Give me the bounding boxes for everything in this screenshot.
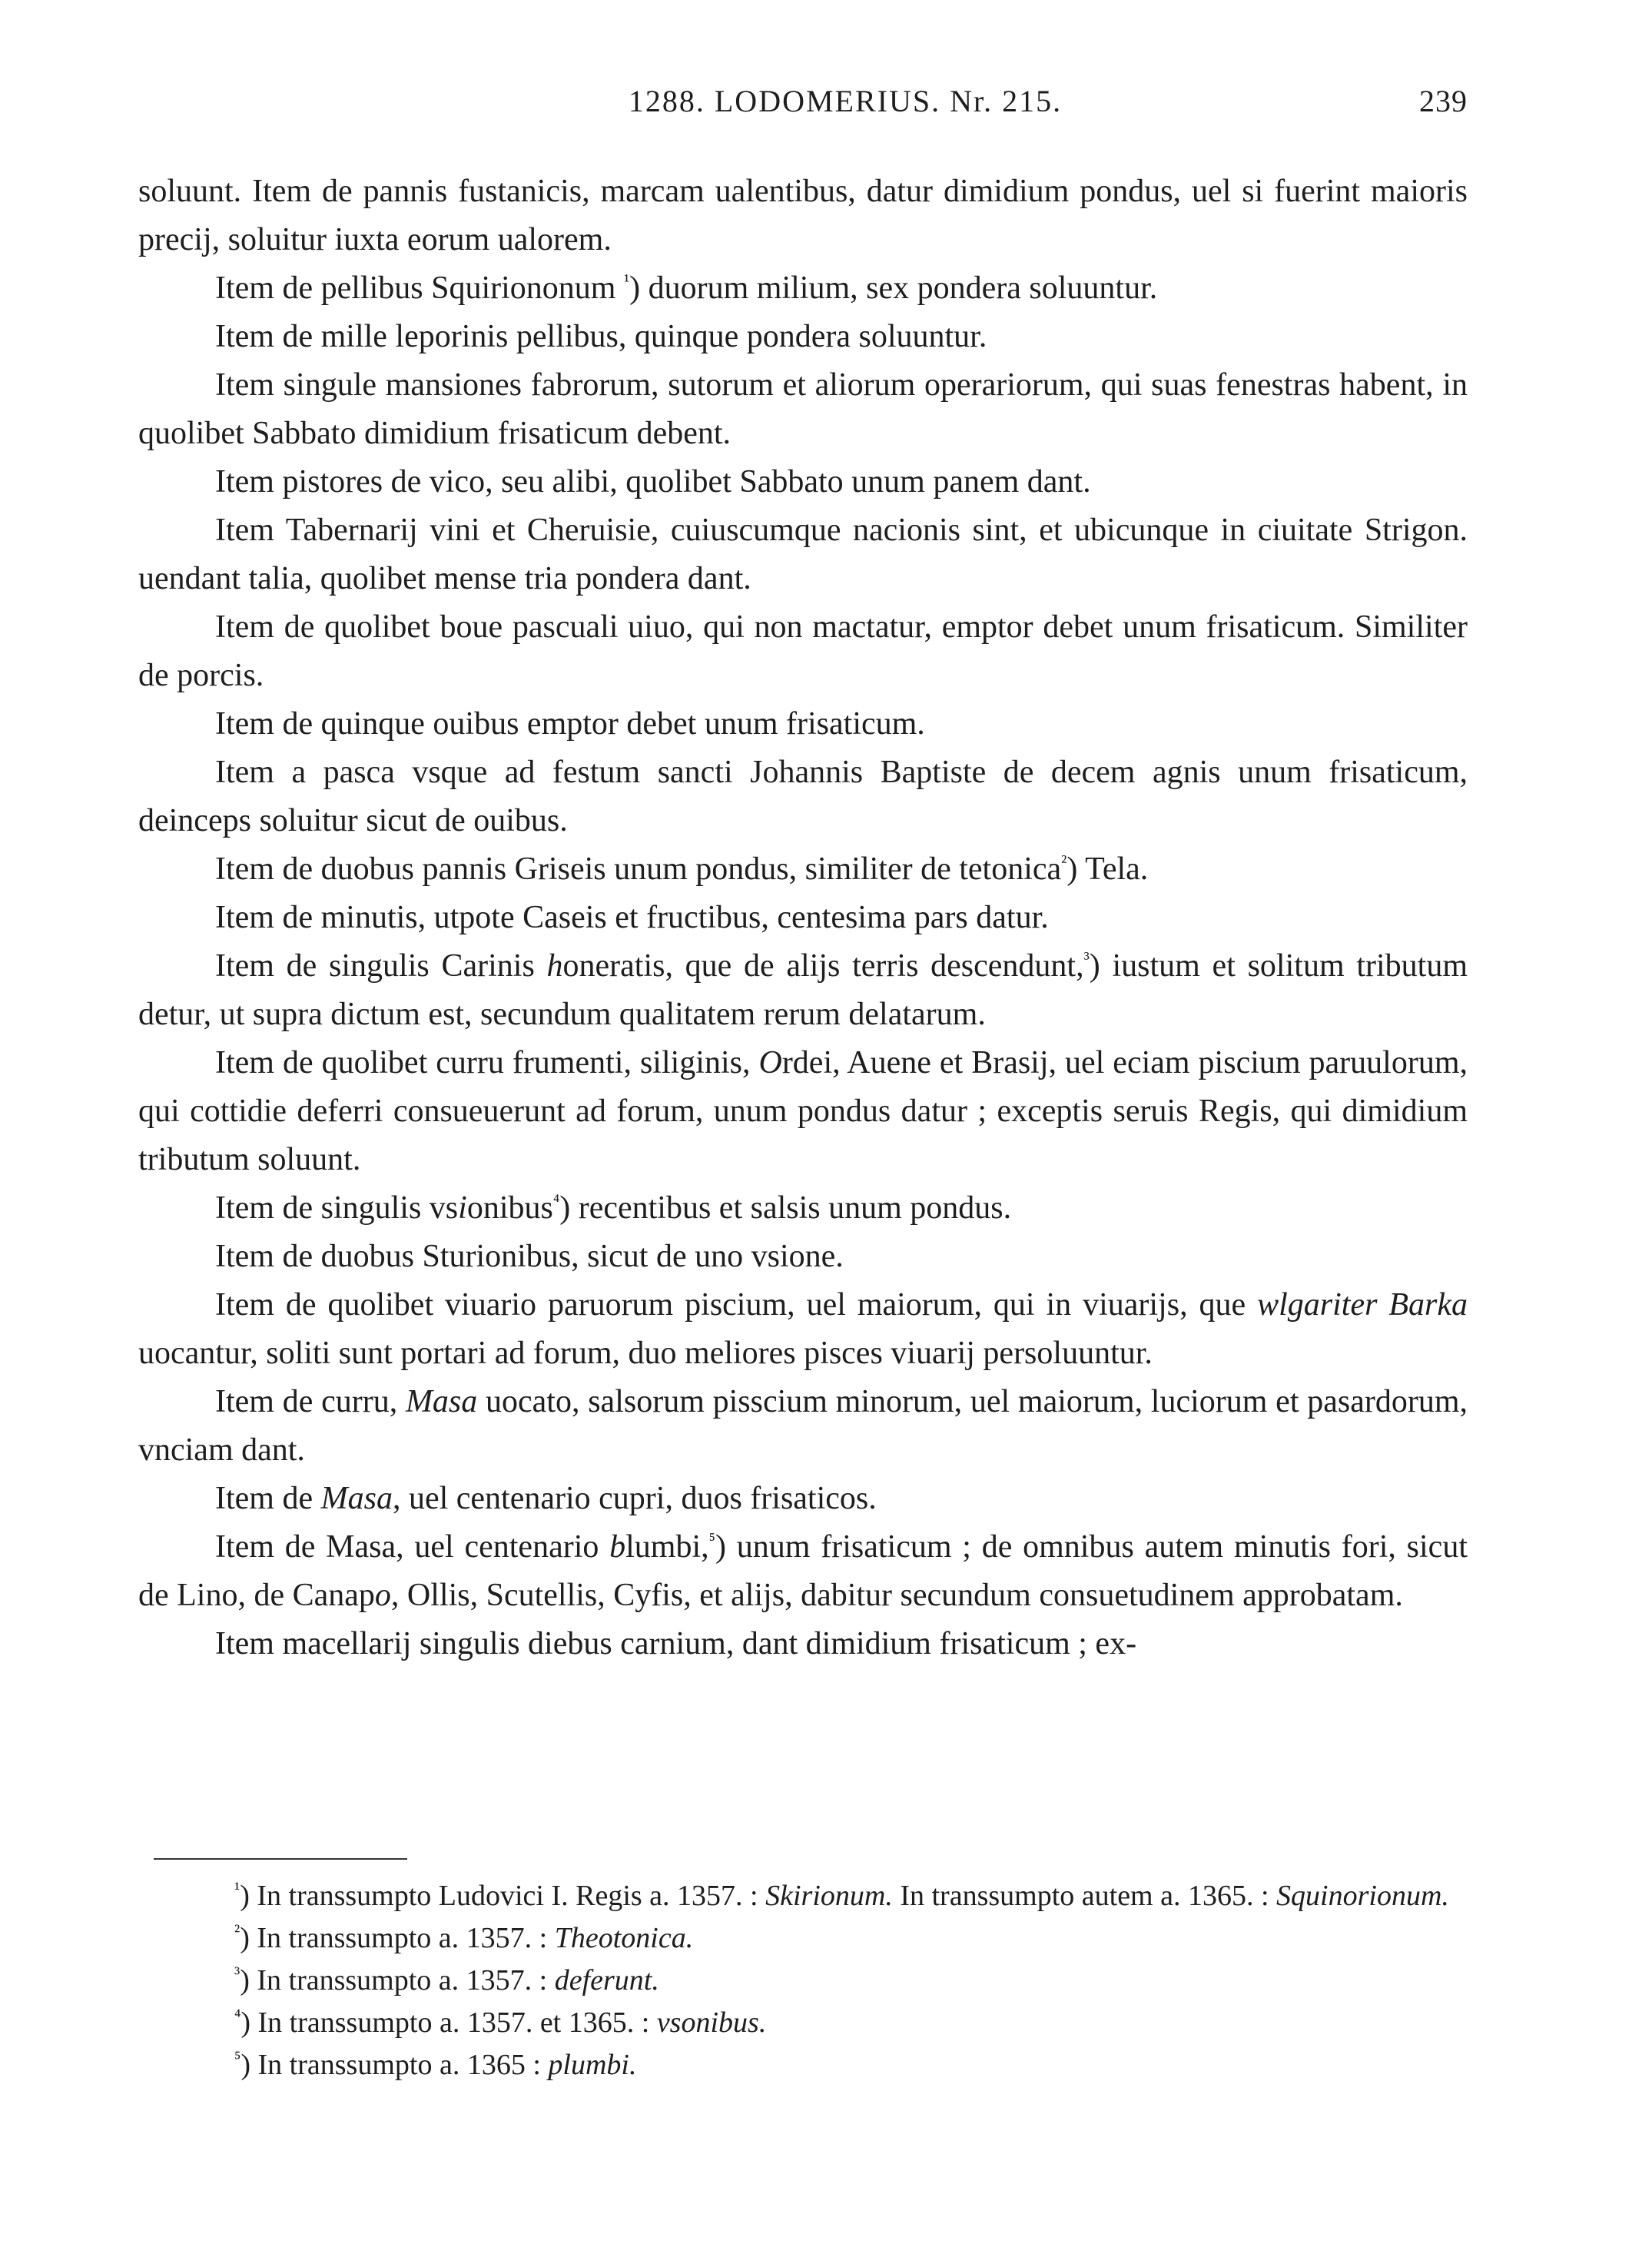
italic-text: h — [546, 948, 563, 984]
paragraph — [138, 942, 1468, 1039]
italic-text: Masa — [320, 1481, 393, 1516]
footnote-marker: ¹ — [623, 271, 630, 291]
footnote-marker: ⁴ — [552, 1191, 560, 1211]
italic-text: o — [374, 1578, 391, 1613]
footnote — [158, 2002, 1464, 2044]
footnote-marker: ⁵ — [708, 1530, 716, 1550]
paragraph — [138, 506, 1468, 603]
footnote-marker: ¹ — [234, 1879, 241, 1900]
paragraph — [138, 894, 1468, 942]
paragraph — [138, 458, 1468, 506]
italic-text: Masa — [405, 1384, 478, 1419]
text-run: Item de singulis vs — [215, 1190, 459, 1226]
text-run: ) iustum et solitum tributum detur, ut supra dictum est, secundum qualitatem rerum delatarum. — [138, 948, 1468, 1032]
text-run: Item macellarij singulis diebus carnium, dant dimidium frisaticum ; ex- — [215, 1626, 1137, 1661]
text-run: Item de singulis Carinis — [215, 948, 547, 984]
text-run: Item de pellibus Squiriononum — [215, 271, 624, 306]
footnote — [158, 2044, 1464, 2086]
page-number: 239 — [1419, 84, 1468, 118]
text-run: Item de mille leporinis pellibus, quinque pondera soluuntur. — [215, 319, 987, 354]
paragraph — [138, 1039, 1468, 1184]
paragraph — [138, 1523, 1468, 1620]
paragraph — [138, 313, 1468, 361]
paragraph — [138, 603, 1468, 700]
italic-text: plumbi. — [548, 2049, 637, 2081]
italic-text: vsonibus. — [656, 2006, 767, 2039]
paragraph — [138, 748, 1468, 845]
paragraph — [138, 168, 1468, 264]
text-run: uocato, salsorum pisscium minorum, uel maiorum, luciorum et pasardorum, vnciam dant. — [138, 1384, 1468, 1468]
text-run: Item de Masa, uel centenario — [215, 1529, 610, 1565]
main-text — [138, 168, 1468, 1668]
footnote-marker: ² — [234, 1921, 241, 1942]
text-run: Item a pasca vsque ad festum sancti Johannis Baptiste de decem agnis unum frisaticum, deinceps soluitur sicut de ouibus. — [138, 755, 1468, 838]
footnote — [158, 1875, 1464, 1917]
italic-text: wlgariter Barka — [1257, 1287, 1468, 1323]
footnote-marker: ² — [1061, 852, 1067, 872]
text-run: Item de curru, — [215, 1384, 406, 1419]
italic-text: O — [758, 1045, 782, 1080]
italic-text: Skirionum. — [765, 1880, 893, 1912]
italic-text: b — [609, 1529, 626, 1565]
text-run: soluunt. Item de pannis fustanicis, marcam ualentibus, datur dimidium pondus, uel si fuerint maioris precij, soluitur iuxta eorum ualorem. — [138, 174, 1468, 257]
text-run: ) In transsumpto a. 1357. et 1365. : — [241, 2006, 657, 2039]
text-run: Item pistores de vico, seu alibi, quolibet Sabbato unum panem dant. — [215, 464, 1091, 500]
text-run: lumbi, — [625, 1529, 709, 1565]
text-run: ) In transsumpto a. 1357. : — [240, 1922, 555, 1954]
paragraph — [138, 1184, 1468, 1233]
text-run: oneratis, que de alijs terris descendunt, — [562, 948, 1084, 984]
paragraph — [138, 1378, 1468, 1475]
text-run: Item de quolibet viuario paruorum piscium, uel maiorum, qui in viuarijs, que — [215, 1287, 1258, 1323]
footnote-marker: ³ — [1083, 949, 1090, 969]
paragraph — [138, 361, 1468, 458]
text-run: Item de duobus pannis Griseis unum pondus, similiter de tetonica — [215, 851, 1062, 887]
text-run: ) In transsumpto a. 1357. : — [240, 1964, 555, 1996]
text-run: Item de duobus Sturionibus, sicut de uno vsione. — [215, 1239, 844, 1274]
text-run: Item de quinque ouibus emptor debet unum frisaticum. — [215, 706, 925, 742]
running-title: 1288. LODOMERIUS. Nr. 215. — [628, 84, 1063, 118]
paragraph — [138, 1233, 1468, 1281]
footnotes — [158, 1875, 1464, 2086]
paragraph — [138, 1281, 1468, 1378]
text-run: Item de quolibet boue pascuali uiuo, qui non mactatur, emptor debet unum frisaticum. Similiter de porcis. — [138, 609, 1468, 693]
footnote-marker: ³ — [234, 1963, 241, 1984]
text-run: ) Tela. — [1067, 851, 1149, 887]
italic-text: deferunt. — [554, 1964, 659, 1996]
italic-text: Theotonica. — [554, 1922, 694, 1954]
footnote-marker: ⁵ — [234, 2048, 241, 2069]
text-run: ) In transsumpto Ludovici I. Regis a. 1357. : — [240, 1880, 766, 1912]
text-run: Item de — [215, 1481, 321, 1516]
paragraph — [138, 1475, 1468, 1523]
text-run: , uel centenario cupri, duos frisaticos. — [392, 1481, 877, 1516]
text-run: In transsumpto autem a. 1365. : — [892, 1880, 1277, 1912]
footnote-marker: ⁴ — [234, 2006, 241, 2026]
text-run: ) recentibus et salsis unum pondus. — [559, 1190, 1012, 1226]
paragraph — [138, 700, 1468, 748]
text-run: Item Tabernarij vini et Cheruisie, cuiuscumque nacionis sint, et ubicunque in ciuitate Strigon. uendant talia, quolibet mense tria pondera dant. — [138, 513, 1468, 596]
paragraph — [138, 264, 1468, 313]
paragraph — [138, 845, 1468, 894]
footnote-divider — [154, 1858, 407, 1860]
text-run: ) unum frisaticum ; de omnibus autem minutis fori, sicut de Lino, de Canap — [138, 1529, 1468, 1613]
text-run: , Ollis, Scutellis, Cyfis, et alijs, dabitur secundum consuetudinem approbatam. — [390, 1578, 1403, 1613]
text-run: Item de minutis, utpote Caseis et fructibus, centesima pars datur. — [215, 900, 1049, 935]
text-run: Item singule mansiones fabrorum, sutorum et aliorum operariorum, qui suas fenestras habent, in quolibet Sabbato dimidium frisaticum debent. — [138, 367, 1468, 451]
text-run: rdei, Auene et Brasij, uel eciam piscium paruulorum, qui cottidie deferri consueuerunt ad forum, unum pondus datur ; exceptis seruis Regis, qui dimidium tributum soluunt. — [138, 1045, 1468, 1177]
text-run: Item de quolibet curru frumenti, siliginis, — [215, 1045, 759, 1080]
text-run: onibus — [466, 1190, 553, 1226]
italic-text: i — [458, 1190, 467, 1226]
text-run: uocantur, soliti sunt portari ad forum, duo meliores pisces viuarij persoluuntur. — [138, 1336, 1153, 1371]
paragraph — [138, 1620, 1468, 1668]
italic-text: Squinorionum. — [1276, 1880, 1449, 1912]
footnote — [158, 1960, 1464, 2002]
text-run: ) duorum milium, sex pondera soluuntur. — [629, 271, 1158, 306]
footnote — [158, 1917, 1464, 1960]
text-run: ) In transsumpto a. 1365 : — [241, 2049, 549, 2081]
